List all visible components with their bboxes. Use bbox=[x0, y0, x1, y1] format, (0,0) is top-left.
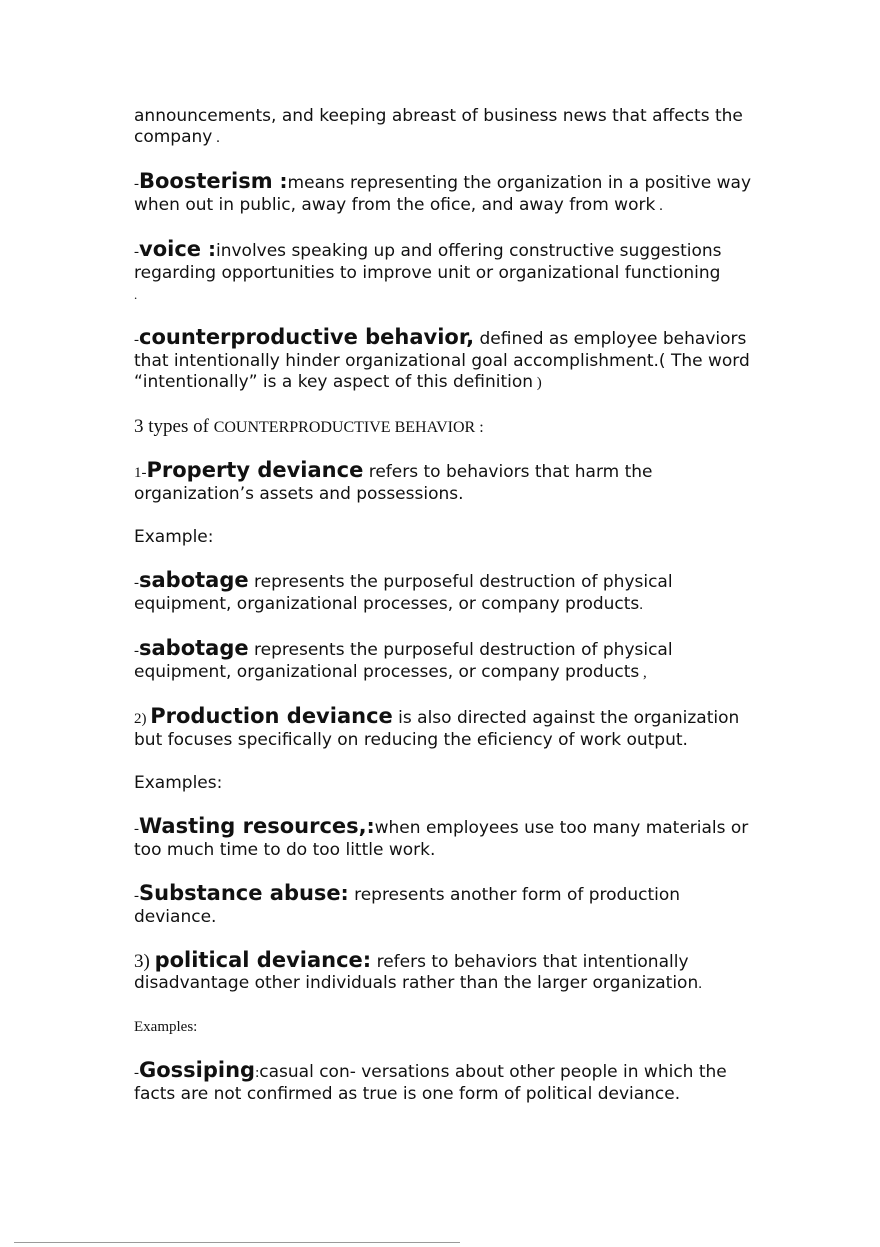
sabotage-paragraph-2 bbox=[134, 638, 764, 684]
bullet-dash: - bbox=[134, 643, 139, 659]
bullet-dash: - bbox=[134, 888, 139, 904]
term-separator: : bbox=[366, 814, 375, 838]
gossiping-text: casual con- versations about other people in which the facts are not confirmed as true is one form of political deviance. bbox=[134, 1062, 727, 1104]
item-number: 3) bbox=[134, 951, 155, 972]
voice-text: involves speaking up and offering constructive suggestions regarding opportunities to improve unit or organizational functioning bbox=[134, 241, 722, 283]
document-page bbox=[134, 106, 764, 1127]
examples-label: Examples: bbox=[134, 1019, 198, 1035]
counterproductive-text: defined as employee behaviors that intentionally hinder organizational goal accomplishment.( The word “intentionally” is a key aspect of this definition bbox=[134, 329, 750, 392]
item-number: 2) bbox=[134, 711, 151, 727]
intro-text: announcements, and keeping abreast of business news that affects the company bbox=[134, 106, 743, 147]
counterproductive-term: counterproductive behavior, bbox=[139, 325, 475, 349]
term-separator: : bbox=[255, 1065, 260, 1081]
substance-text: represents another form of production deviance. bbox=[134, 885, 681, 927]
production-paragraph bbox=[134, 706, 764, 751]
intro-end: . bbox=[212, 130, 220, 146]
sabotage-term: sabotage bbox=[139, 568, 249, 592]
voice-paragraph bbox=[134, 239, 764, 305]
term-separator: : bbox=[272, 169, 288, 193]
substance-term: Substance abuse bbox=[139, 881, 341, 905]
types-heading-caps: COUNTERPRODUCTIVE BEHAVIOR bbox=[213, 419, 476, 436]
gossiping-term: Gossiping bbox=[139, 1058, 256, 1082]
sabotage-end: , bbox=[639, 665, 647, 681]
property-paragraph bbox=[134, 460, 764, 505]
production-text: is also directed against the organization but focuses specifically on reducing the eﬁciency of work output. bbox=[134, 708, 740, 750]
sabotage-text: represents the purposeful destruction of physical equipment, organizational processes, or company products bbox=[134, 640, 673, 682]
political-paragraph bbox=[134, 950, 764, 995]
footer-divider bbox=[14, 1242, 460, 1243]
examples-label: Examples: bbox=[134, 773, 223, 793]
voice-term: voice bbox=[139, 237, 202, 261]
production-term: Production deviance bbox=[150, 704, 393, 728]
sabotage-end: . bbox=[639, 597, 644, 613]
bullet-dash: - bbox=[134, 821, 139, 837]
intro-paragraph bbox=[134, 106, 764, 149]
property-text: refers to behaviors that harm the organization’s assets and possessions. bbox=[134, 462, 653, 504]
political-text: refers to behaviors that intentionally disadvantage other individuals rather than the larger organization bbox=[134, 952, 699, 993]
political-end: . bbox=[698, 976, 702, 992]
bullet-dash: - bbox=[134, 332, 139, 348]
bullet-dash: - bbox=[134, 176, 139, 192]
property-term: Property deviance bbox=[146, 458, 364, 482]
sabotage-term: sabotage bbox=[139, 636, 249, 660]
bullet-dash: - bbox=[134, 1065, 139, 1081]
sabotage-text: represents the purposeful destruction of physical equipment, organizational processes, or company products bbox=[134, 572, 673, 614]
voice-end: . bbox=[134, 287, 138, 302]
types-heading bbox=[134, 416, 764, 438]
wasting-paragraph bbox=[134, 816, 764, 861]
example-label: Example: bbox=[134, 527, 214, 547]
term-separator: : bbox=[201, 237, 216, 261]
types-heading-end: : bbox=[475, 419, 484, 436]
wasting-term: Wasting resources, bbox=[139, 814, 367, 838]
sabotage-paragraph-1 bbox=[134, 570, 764, 616]
boosterism-end: . bbox=[655, 198, 663, 214]
bullet-dash: - bbox=[134, 244, 139, 260]
boosterism-paragraph bbox=[134, 171, 764, 217]
item-number: 1- bbox=[134, 465, 147, 481]
types-heading-prefix: 3 types of bbox=[134, 416, 214, 437]
gossiping-paragraph bbox=[134, 1060, 764, 1105]
substance-paragraph bbox=[134, 883, 764, 928]
boosterism-term: Boosterism bbox=[139, 169, 273, 193]
political-term: political deviance: bbox=[154, 948, 372, 972]
counterproductive-paragraph bbox=[134, 327, 764, 394]
boosterism-text: means representing the organization in a positive way when out in public, away from the oﬁce, and away from work bbox=[134, 173, 752, 215]
counterproductive-end: ) bbox=[533, 375, 542, 391]
wasting-text: when employees use too many materials or too much time to do too little work. bbox=[134, 818, 749, 860]
bullet-dash: - bbox=[134, 575, 139, 591]
term-separator: : bbox=[340, 881, 349, 905]
